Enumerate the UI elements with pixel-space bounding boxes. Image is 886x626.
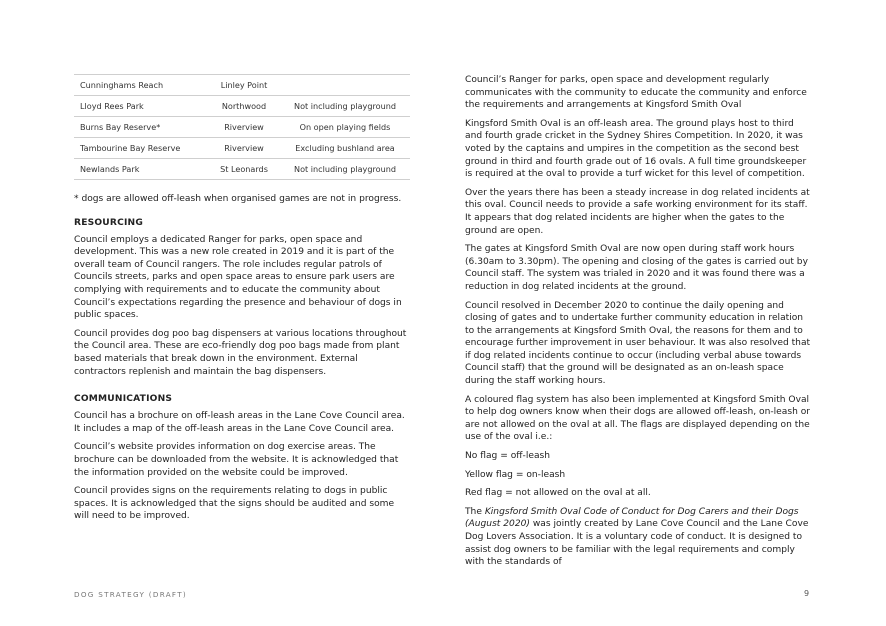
code-title: Kingsford Smith Oval Code of Conduct for Dog Carers and their Dogs (August 2020) (465, 506, 799, 530)
table-cell-suburb: Riverview (208, 138, 280, 159)
table-cell-park: Burns Bay Reserve* (74, 117, 208, 138)
page-number: 9 (804, 589, 810, 598)
table-cell-suburb: Northwood (208, 96, 280, 117)
table-cell-suburb: Riverview (208, 117, 280, 138)
left-column (74, 74, 410, 529)
gates-paragraph: The gates at Kingsford Smith Oval are now open during staff work hours (6.30am to 3.30pm). The opening and closing of the gates is carried out by Council staff. The system was trialed in 2020 and it was found there was a reduction in dog related incidents at the ground. (465, 244, 808, 292)
table-row (74, 138, 410, 159)
table-cell-note: Excluding bushland area (280, 138, 410, 159)
table-cell-note (280, 75, 410, 96)
table-row (74, 159, 410, 180)
ranger-paragraph: Council’s Ranger for parks, open space and development regularly communicates with the community to educate the community and enforce the requirements and arrangements at Kingsford Smith Oval (465, 75, 807, 111)
table-row (74, 75, 410, 96)
table-row (74, 96, 410, 117)
table-cell-suburb: St Leonards (208, 159, 280, 180)
table-footnote: * dogs are allowed off-leash when organised games are not in progress. (74, 194, 402, 204)
off-leash-parks-table (74, 74, 410, 180)
incidents-paragraph: Over the years there has been a steady increase in dog related incidents at this oval. Council needs to provide a safe working environment for its staff. It appears that dog related incidents are higher when the gates to the ground are open. (465, 187, 810, 236)
code-prefix: The (465, 506, 485, 517)
table-cell-park: Cunninghams Reach (74, 75, 208, 96)
table-cell-park: Lloyd Rees Park (74, 96, 208, 117)
resolution-paragraph: Council resolved in December 2020 to continue the daily opening and closing of gates and to undertake further community education in relation to the arrangements at Kingsford Smith Oval, the reasons for them and to encourage further improvement in user behaviour. It was also resolved that if dog related incidents continue to occur (including verbal abuse towards Council staff) that the ground will be designated as an on-leash space during the staff working hours. (465, 300, 811, 387)
resourcing-heading: RESOURCING (74, 217, 144, 228)
oval-paragraph: Kingsford Smith Oval is an off-leash area. The ground plays host to third and fourth grade cricket in the Sydney Shires Competition. In 2020, it was voted by the captains and umpires in the competition as the second best ground in third and fourth grade out of 16 ovals. A full time groundskeeper is required at the oval to provide a turf wicket for this level of competition. (465, 118, 807, 180)
communications-paragraph-1: Council has a brochure on off-leash areas in the Lane Cove Council area. It includes a map of the off-leash areas in the Lane Cove Council area. (74, 411, 405, 434)
flag-item-red: Red flag = not allowed on the oval at all. (465, 488, 651, 499)
table-cell-note: Not including playground (280, 159, 410, 180)
right-column (465, 74, 811, 575)
code-rest: was jointly created by Lane Cove Council and the Lane Cove Dog Lovers Association. It is a voluntary code of conduct. It is designed to assist dog owners to be familiar with the legal requirements and comply with the standards of (465, 519, 809, 568)
resourcing-paragraph-2: Council provides dog poo bag dispensers at various locations throughout the Council area. These are eco-friendly dog poo bags made from plant based materials that break down in the environment. External contractors replenish and maintain the bag dispensers. (74, 328, 407, 377)
flag-item-yellow: Yellow flag = on-leash (465, 469, 566, 480)
communications-heading: COMMUNICATIONS (74, 394, 173, 405)
table-cell-park: Tambourine Bay Reserve (74, 138, 208, 159)
table-cell-note: On open playing fields (280, 117, 410, 138)
flag-item-none: No flag = off-leash (465, 451, 551, 462)
communications-paragraph-3: Council provides signs on the requirements relating to dogs in public spaces. It is acknowledged that the signs should be audited and some will need to be improved. (74, 486, 395, 522)
resourcing-paragraph-1: Council employs a dedicated Ranger for parks, open space and development. This was a new role created in 2019 and it is part of the overall team of Council rangers. The role includes regular patrols of Councils streets, parks and open space areas to ensure park users are complying with requirements and to educate the community about Council’s expectations regarding the presence and behaviour of dogs in public spaces. (74, 234, 402, 321)
table-cell-note: Not including playground (280, 96, 410, 117)
table-row (74, 117, 410, 138)
flag-system-paragraph: A coloured flag system has also been implemented at Kingsford Smith Oval to help dog owners know when their dogs are allowed off-leash, on-leash or are not allowed on the oval at all. The flags are displayed depending on the use of the oval i.e.: (465, 394, 811, 443)
communications-paragraph-2: Council’s website provides information on dog exercise areas. The brochure can be downloaded from the website. It is acknowledged that the information provided on the website could be improved. (74, 442, 399, 478)
table-cell-park: Newlands Park (74, 159, 208, 180)
code-of-conduct-paragraph (465, 506, 811, 569)
table-cell-suburb: Linley Point (208, 75, 280, 96)
footer-title: DOG STRATEGY (DRAFT) (74, 590, 188, 599)
